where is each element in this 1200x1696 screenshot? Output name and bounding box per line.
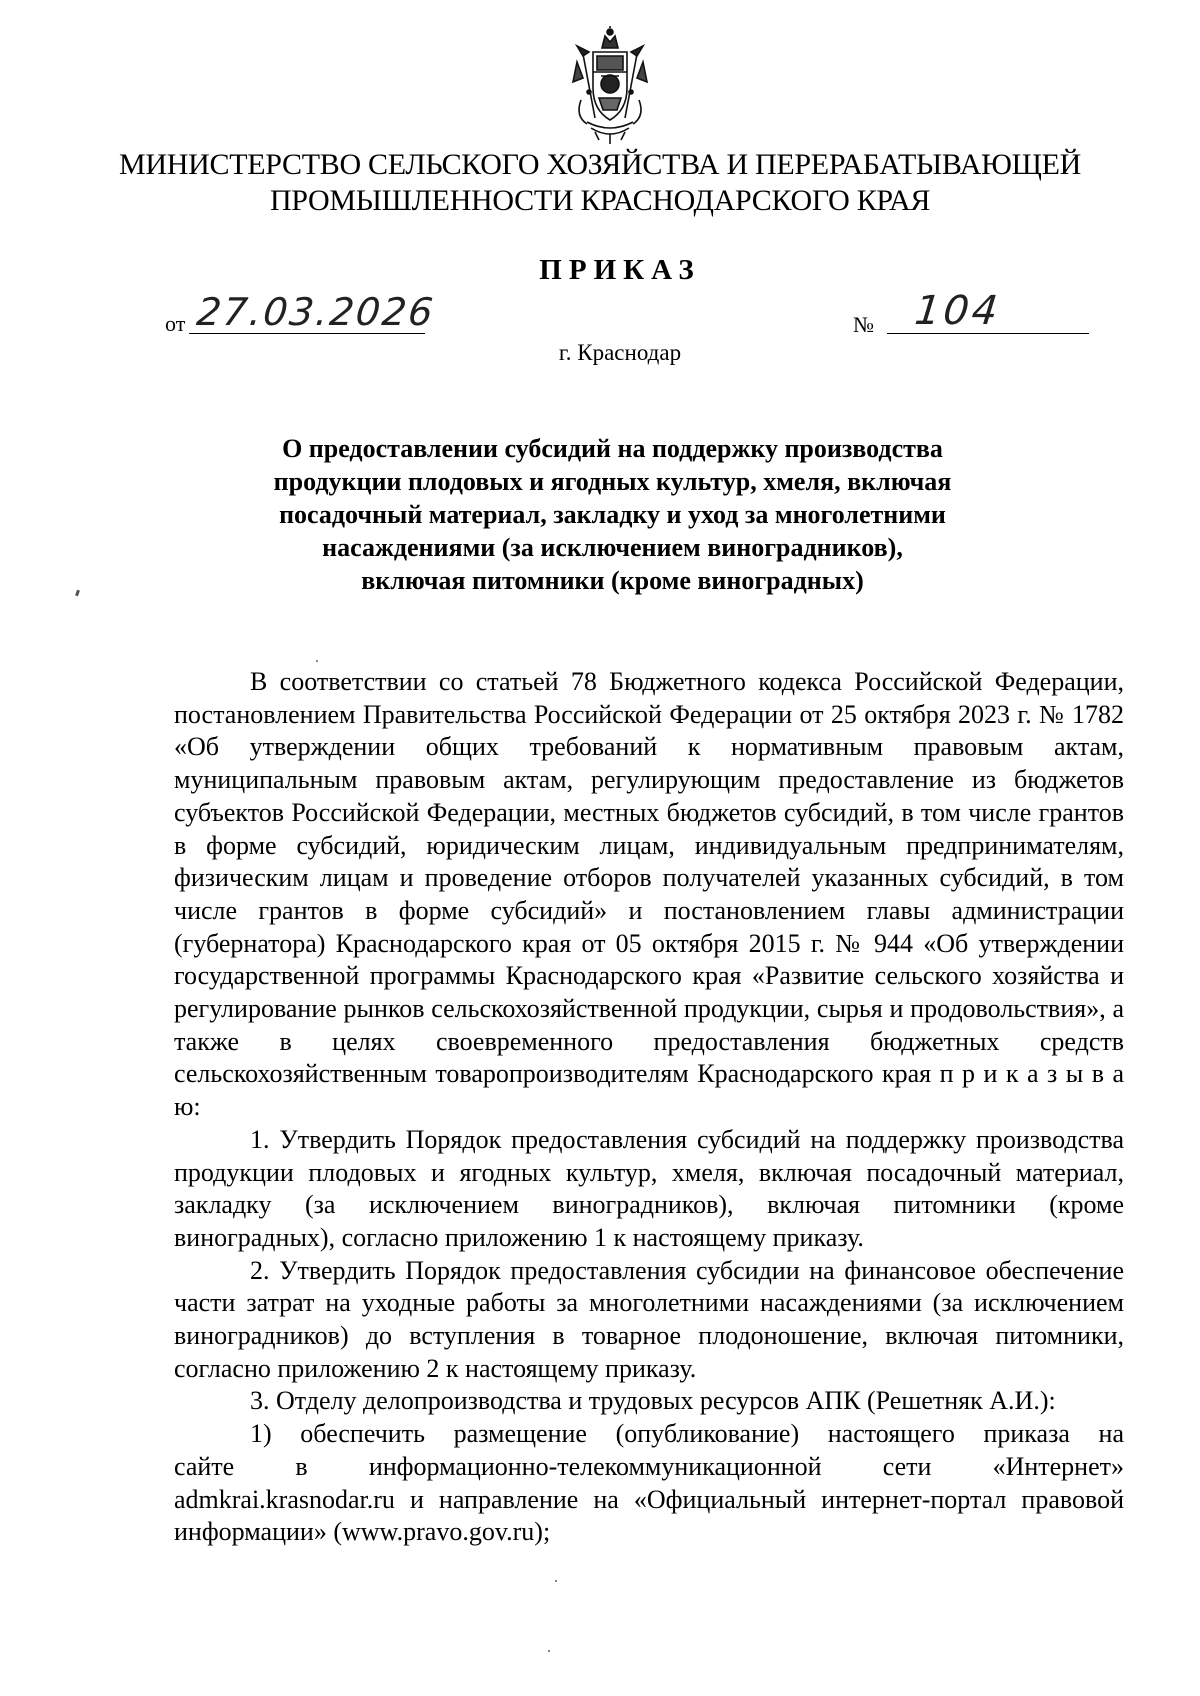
order-item-2: 2. Утвердить Порядок предоставления субсидии на финансовое обеспечение части затрат на уходные работы за многолетними насаждениями (за исключением виноградников) до вступления в товарное плодоношение, включая питомники, согласно приложению 2 к настоящему приказу. xyxy=(174,1255,1124,1383)
number-prefix-label: № xyxy=(853,312,874,337)
scan-artifact xyxy=(548,1650,550,1652)
order-date-field xyxy=(165,290,437,346)
order-body xyxy=(174,666,1124,1549)
order-item-3: 3. Отделу делопроизводства и трудовых ресурсов АПК (Решетняк А.И.): xyxy=(250,1386,1056,1416)
order-item-3-1-line1: 1) обеспечить размещение (опубликование) настоящего приказа на xyxy=(250,1419,1124,1449)
scan-artifact xyxy=(555,1580,557,1582)
scan-artifact xyxy=(75,590,80,597)
subject-line: посадочный материал, закладку и уход за многолетними xyxy=(279,500,946,529)
order-item-1: 1. Утвердить Порядок предоставления субсидий на поддержку производства продукции плодовых и ягодных культур, хмеля, включая посадочный материал, закладку (за исключением виноградников), включая питомники (кроме виноградных), согласно приложению 1 к настоящему приказу. xyxy=(174,1124,1124,1252)
ministry-name-line1: МИНИСТЕРСТВО СЕЛЬСКОГО ХОЗЯЙСТВА И ПЕРЕРАБАТЫВАЮЩЕЙ xyxy=(119,148,1081,181)
date-prefix-label: от xyxy=(165,311,186,336)
subject-line: включая питомники (кроме виноградных) xyxy=(361,566,864,595)
ministry-name-line2: ПРОМЫШЛЕННОСТИ КРАСНОДАРСКОГО КРАЯ xyxy=(269,184,931,217)
order-item-3-1-line2: сайте в информационно-телекоммуникационной сети «Интернет» xyxy=(174,1451,1124,1481)
order-date-handwritten: 27.03.2026 xyxy=(194,290,437,334)
city-label: г. Краснодар xyxy=(558,340,682,365)
coat-of-arms-icon xyxy=(569,26,651,144)
scan-artifact xyxy=(316,660,318,662)
order-subject-title xyxy=(150,432,1075,597)
subject-line: продукции плодовых и ягодных культур, хмеля, включая xyxy=(273,467,952,496)
order-number-field xyxy=(853,288,1089,346)
order-item-3-1-rest: admkrai.krasnodar.ru и направление на «Официальный интернет-портал правовой информации» (www.pravo.gov.ru); xyxy=(174,1484,1124,1547)
document-type-title: ПРИКАЗ xyxy=(539,254,701,286)
ministry-name xyxy=(100,147,1100,219)
subject-line: О предоставлении субсидий на поддержку производства xyxy=(282,434,943,463)
order-number-handwritten: 104 xyxy=(912,288,1003,334)
subject-line: насаждениями (за исключением виноградников), xyxy=(322,533,903,562)
preamble-paragraph: В соответствии со статьей 78 Бюджетного кодекса Российской Федерации, постановлением Правительства Российской Федерации от 25 октября 2023 г. № 1782 «Об утверждении общих требований к нормативным правовым актам, муниципальным правовым актам, регулирующим предоставление из бюджетов субъектов Российской Федерации, местных бюджетов субсидий, в том числе грантов в форме субсидий, юридическим лицам, индивидуальным предпринимателям, физическим лицам и проведение отборов получателей указанных субсидий, в том числе грантов в форме субсидий» и постановлением главы администрации (губернатора) Краснодарского края от 05 октября 2015 г. № 944 «Об утверждении государственной программы Краснодарского края «Развитие сельского хозяйства и регулирование рынков сельскохозяйственной продукции, сырья и продовольствия», а также в целях своевременного предоставления бюджетных средств сельскохозяйственным товаропроизводителям Краснодарского края п р и к а з ы в а ю: xyxy=(174,667,1124,1122)
